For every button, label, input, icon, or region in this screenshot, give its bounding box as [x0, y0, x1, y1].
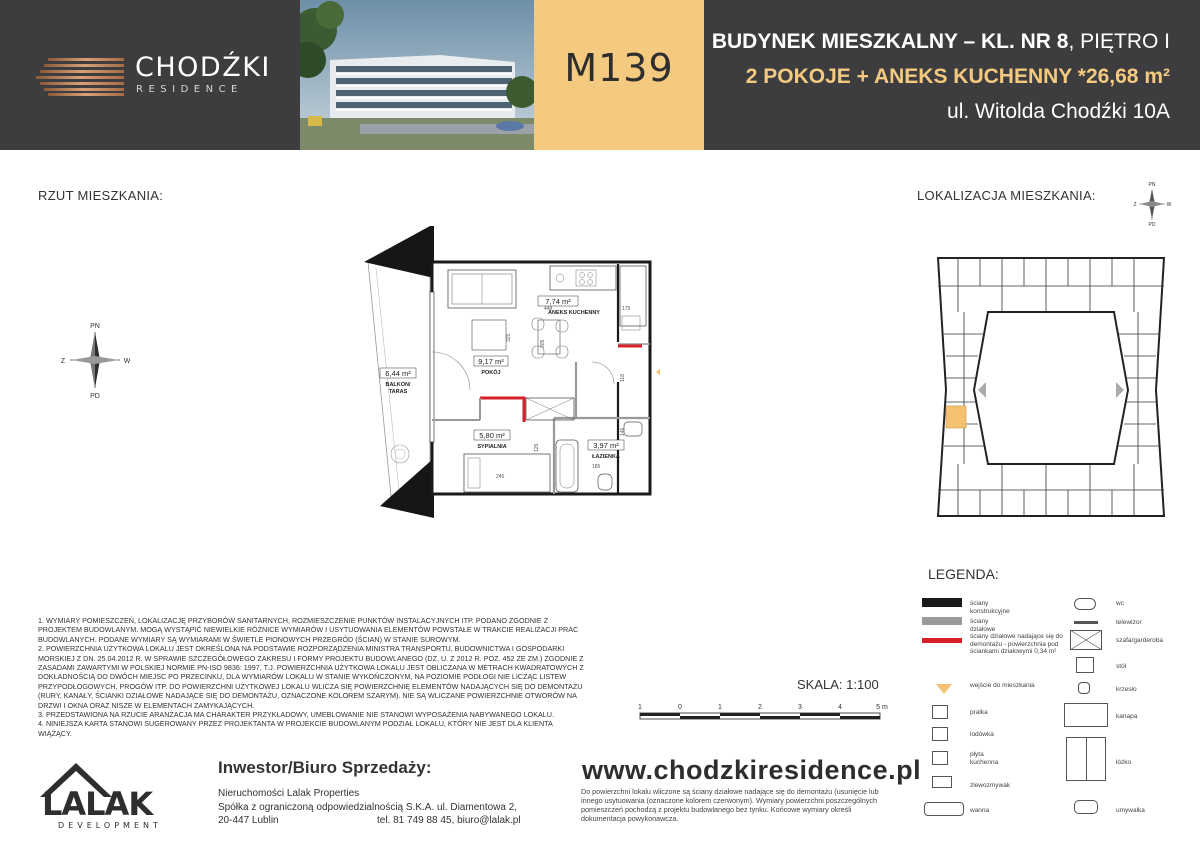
floor-label: , PIĘTRO I [1068, 30, 1170, 53]
table-icon [1076, 657, 1094, 673]
note-4: 4. NINIEJSZA KARTA STANOWI SUGEROWANY PRZEZ PROJEKTANTA W PROJEKCIE BUDOWLANYM PODZIAŁ LOKALU, KTÓRY NIE JEST DLA KLIENTA WIĄŻĄCY. [38, 719, 553, 738]
brand-subtitle: RESIDENCE [136, 84, 243, 95]
compass-small-s: PD [1148, 222, 1156, 228]
floor-plan [360, 222, 660, 522]
stove-icon [932, 751, 948, 765]
brand-title: CHODŹKI [135, 52, 271, 83]
plan-section-title: RZUT MIESZKANIA: [38, 188, 164, 203]
scale-label: SKALA: 1:100 [797, 677, 879, 692]
compass-n: PN [90, 323, 100, 330]
bathroom-name: ŁAZIENKA [592, 454, 620, 460]
legend-wardrobe: szafa/garderoba [1116, 637, 1163, 644]
dim-305: 305 [540, 339, 546, 348]
wc-icon [1074, 598, 1096, 610]
building-location-plan [928, 250, 1168, 530]
legend-wall-struct-swatch [922, 598, 962, 607]
compass-small-e: W [1166, 202, 1172, 208]
logo-stripes-icon [36, 58, 126, 96]
notes-block [38, 616, 588, 738]
building-line [712, 30, 1170, 54]
investor-address2: 20-447 Lublin [218, 815, 279, 826]
investor-title: Inwestor/Biuro Sprzedaży: [218, 758, 432, 777]
compass-small-icon [1132, 180, 1172, 228]
scale-bar [630, 700, 890, 730]
scale-tick-6: 5 m [876, 704, 888, 711]
dim-448: 448 [544, 306, 553, 312]
fridge-icon [932, 727, 948, 741]
tv-icon [1074, 621, 1098, 624]
apartment-code-panel [534, 0, 704, 150]
wardrobe-icon [1070, 630, 1102, 650]
dim-175: 175 [622, 306, 631, 312]
legend-washbasin: umywalka [1116, 807, 1145, 814]
legend-tv: telewizor [1116, 619, 1142, 626]
compass-e: W [123, 358, 130, 365]
balcony-area: 6,44 m² [385, 369, 411, 378]
chair-icon [1078, 682, 1090, 694]
scale-tick-2: 1 [718, 704, 722, 711]
scale-tick-1: 0 [678, 704, 682, 711]
washbasin-icon [1074, 800, 1098, 814]
scale-tick-0: 1 [638, 704, 642, 711]
compass-s: PD [90, 393, 100, 400]
entrance-marker [656, 364, 660, 380]
scale-tick-4: 3 [798, 704, 802, 711]
lalak-logo-name: LALAK [42, 785, 153, 823]
building-rendering [300, 0, 534, 150]
header-banner [0, 0, 1200, 150]
location-section-title: LOKALIZACJA MIESZKANIA: [917, 188, 1096, 203]
legend-sink: zlewozmywak [970, 782, 1011, 789]
compass-icon [60, 320, 130, 400]
scale-tick-5: 4 [838, 704, 842, 711]
bathroom-area: 3,97 m² [593, 441, 619, 450]
apartment-rooms-line: 2 POKOJE + ANEKS KUCHENNY *26,68 m² [745, 65, 1170, 88]
balcony-name-1: BALKON/ [385, 382, 411, 388]
legend-table: stół [1116, 663, 1127, 670]
legend-entrance: wejście do mieszkania [970, 682, 1035, 689]
bedroom-name: SYPIALNIA [477, 444, 507, 450]
compass-small-n: PN [1148, 182, 1156, 188]
lalak-logo [36, 755, 196, 835]
website-link[interactable]: www.chodzkiresidence.pl [582, 755, 922, 785]
balcony-name-2: TARAS [388, 389, 408, 395]
legend-wall-part-swatch [922, 617, 962, 625]
legend-bed: łóżko [1116, 759, 1132, 766]
note-1: 1. WYMIARY POMIESZCZEŃ, LOKALIZACJĘ PRZYBORÓW SANITARNYCH, ROZMIESZCZENIE PUNKTÓW INSTALACYJNYCH ITP. PODANO ZGODNIE Z PROJEKTEM BUDOWLANYM. MOGĄ WYSTĄPIĆ NIEWIELKIE RÓŻNICE WYMIARÓW I USYTUOWANIA ELEMENTÓW POWSTAŁE W TRAKCIE REALIZACJI PRAC BUDOWLANYCH. PODANE WYMIARY SĄ WYMIARAMI W ŚWIETLE PIONOWYCH PRZEGRÓD (ŚCIAN) W STANIE SUROWYM. [38, 616, 579, 644]
room-area: 9,17 m² [478, 357, 504, 366]
washer-icon [932, 705, 948, 719]
room-name: POKÓJ [481, 370, 501, 376]
legend-wall-red: ściany działowe nadające się do demontażu - powierzchnia pod ściankami działowymi 0,34 m² [970, 633, 1063, 655]
dim-118: 118 [620, 374, 626, 382]
apartment-highlight [946, 406, 966, 428]
dim-185: 185 [592, 464, 601, 470]
disclaimer-text: Do powierzchni lokalu wliczone są ściany działowe nadające się do demontażu (usunięcie lub innego usytuowania (oznaczone kolorem czerwonym). Wymiary powierzchni poszczególnych pomieszczeń pochodzą z projektu budowlanego bez tynku. Końcowe wymiary określi dokumentacja powykonawcza. [581, 787, 879, 823]
investor-contact[interactable]: tel. 81 749 88 45, biuro@lalak.pl [377, 815, 521, 826]
legend-fridge: lodówka [970, 731, 994, 738]
entrance-legend-icon [936, 684, 952, 694]
bed-divider [1086, 737, 1087, 781]
address-line: ul. Witolda Chodźki 10A [947, 100, 1170, 123]
sofa-icon [1064, 703, 1108, 727]
kitchen-name: ANEKS KUCHENNY [548, 310, 600, 316]
apartment-code: M139 [564, 46, 674, 90]
dim-325: 325 [506, 333, 512, 342]
legend-wall-red-swatch [922, 638, 962, 643]
dim-125: 125 [534, 443, 540, 452]
note-3: 3. PRZEDSTAWIONA NA RZUCIE ARANŻACJA MA CHARAKTER PRZYKŁADOWY, UMEBLOWANIE NIE STANOWI WYPOSAŻENIA NABYWANEGO LOKALU. [38, 710, 554, 720]
legend-washer: pralka [970, 709, 988, 716]
kitchen-area: 7,74 m² [545, 297, 571, 306]
legend-bath: wanna [970, 807, 990, 814]
bedroom-area: 5,80 m² [479, 431, 505, 440]
legend-wall-struct: ściany konstrukcyjne [970, 600, 1010, 615]
lalak-logo-sub: DEVELOPMENT [58, 821, 162, 830]
legend-wall-part: ściany działowe [970, 618, 996, 633]
investor-address1: Spółka z ograniczoną odpowiedzialnością S.K.A. ul. Diamentowa 2, [218, 802, 518, 813]
note-2: 2. POWIERZCHNIA UŻYTKOWA LOKALU JEST OKREŚLONA NA PODSTAWIE ROZPORZĄDZENIA MINISTRA TRANSPORTU, BUDOWNICTWA I GOSPODARKI MORSKIEJ Z DN. 25.04.2012 R. W SPRAWIE SZCZEGÓŁOWEGO ZAKRESU I FORMY PROJEKTU BUDOWLANEGO (DZ. U. Z 2012 R. POZ. 452 ZE ZM.) ZGODNIE Z ZASADAMI ZAWARTYMI W POLSKIEJ NORMIE PN-ISO 9836: 1997, T.J. POWIERZCHNIA UŻYTKOWA LOKALU JEST OBLICZANA W METRACH KWADRATOWYCH Z DOKŁADNOŚCIĄ DO DWÓCH MIEJSC PO PRZECINKU, DLA WYMIARÓW LOKALU W STANIE WYKOŃCZONYM, NA POZIOMIE PODŁOGI NIE LICZĄC LISTEW PRZYPODŁOGOWYCH, PROGÓW ITP. DO POWIERZCHNI UŻYTKOWEJ LOKALU WLICZA SIĘ POWIERZCHNIĘ ELEMENTÓW NADAJĄCYCH SIĘ DO DEMONTAŻU (RURY, KANAŁY, ŚCIANKI DZIAŁOWE NADAJĄCE SIĘ DO DEMONTAŻU, OZNACZONE KOLOREM SZARYM). NIE SĄ WLICZANE POWIERZCHNIE OTWORÓW NA DRZWI I OKNA ORAZ NISZE W ELEMENTACH ZAMYKAJĄCYCH. [38, 644, 584, 710]
apartment-title-panel [704, 0, 1200, 150]
scale-tick-3: 2 [758, 704, 762, 711]
legend-wc: wc [1116, 600, 1124, 607]
legend-stove: płyta kuchenna [970, 751, 999, 766]
bathtub-icon [924, 802, 964, 816]
compass-small-w: Z [1133, 202, 1137, 208]
investor-company: Nieruchomości Lalak Properties [218, 788, 360, 799]
sink-icon [932, 776, 952, 788]
dim-146: 146 [620, 427, 626, 436]
building-name: BUDYNEK MIESZKALNY – KL. NR 8 [711, 30, 1069, 53]
legend-chair: krzesło [1116, 686, 1137, 693]
compass-w: Z [60, 358, 66, 365]
brand-logo [0, 0, 300, 150]
legend-sofa: kanapa [1116, 713, 1138, 720]
dim-245: 245 [496, 474, 505, 480]
legend-title: LEGENDA: [928, 566, 999, 582]
